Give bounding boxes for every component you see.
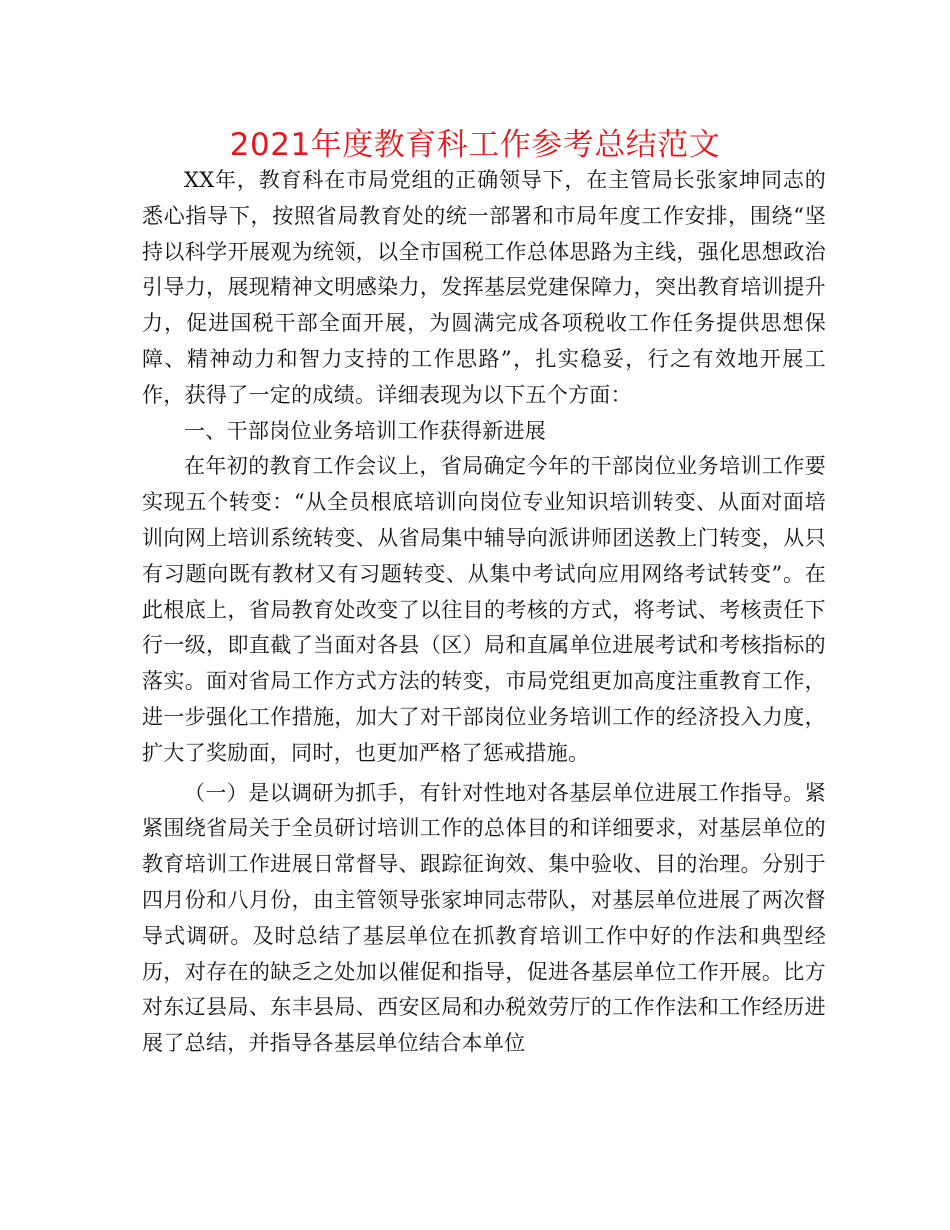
document-body (142, 163, 826, 1062)
document-title: 2021年度教育科工作参考总结范文 (229, 127, 721, 163)
body-paragraph: 在年初的教育工作会议上，省局确定今年的干部岗位业务培训工作要实现五个转变：“从全员根底培训向岗位专业知识培训转变、从面对面培训向网上培训系统转变、从省局集中辅导向派讲师团送教上门转变，从只有习题向既有教材又有习题转变、从集中考试向应用网络考试转变”。在此根底上，省局教育处改变了以往目的考核的方式，将考试、考核责任下行一级，即直截了当面对各县（区）局和直属单位进展考试和考核指标的落实。面对省局工作方式方法的转变，市局党组更加高度注重教育工作，进一步强化工作措施，加大了对干部岗位业务培训工作的经济投入力度，扩大了奖励面，同时，也更加严格了惩戒措施。 (142, 454, 826, 765)
body-paragraph: （一）是以调研为抓手，有针对性地对各基层单位进展工作指导。紧紧围绕省局关于全员研讨培训工作的总体目的和详细要求，对基层单位的教育培训工作进展日常督导、跟踪征询效、集中验收、目的治理。分别于四月份和八月份，由主管领导张家坤同志带队，对基层单位进展了两次督导式调研。及时总结了基层单位在抓教育培训工作中好的作法和典型经历，对存在的缺乏之处加以催促和指导，促进各基层单位工作开展。比方对东辽县局、东丰县局、西安区局和办税效劳厅的工作作法和工作经历进展了总结，并指导各基层单位结合本单位 (142, 780, 826, 1056)
section-heading: 一、干部岗位业务培训工作获得新进展 (184, 418, 547, 443)
intro-paragraph: XX年，教育科在市局党组的正确领导下，在主管局长张家坤同志的悉心指导下，按照省局教育处的统一部署和市局年度工作安排，围绕“坚持以科学开展观为统领，以全市国税工作总体思路为主线，强化思想政治引导力，展现精神文明感染力，发挥基层党建保障力，突出教育培训提升力，促进国税干部全面开展，为圆满完成各项税收工作任务提供思想保障、精神动力和智力支持的工作思路”，扎实稳妥，行之有效地开展工作，获得了一定的成绩。详细表现为以下五个方面： (142, 168, 826, 407)
